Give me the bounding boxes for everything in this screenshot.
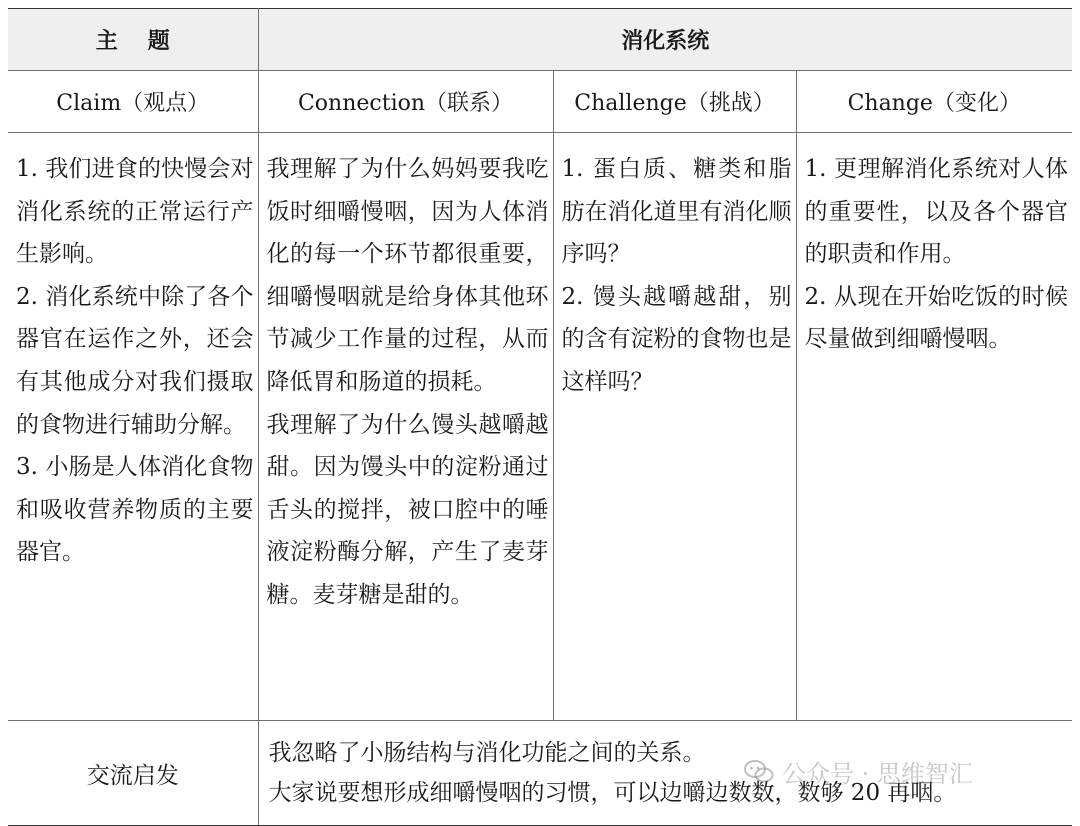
content-row [8,133,1072,721]
footer-line: 大家说要想形成细嚼慢咽的习惯，可以边嚼边数数，数够 20 再咽。 [268,780,957,806]
column-header-connection: Connection（联系） [258,71,553,133]
connection-item: 我理解了为什么馒头越嚼越甜。因为馒头中的淀粉通过舌头的搅拌，被口腔中的唾液淀粉酶分解，产生了麦芽糖。麦芽糖是甜的。 [266,411,549,608]
challenge-cell [553,133,796,721]
footer-label: 交流启发 [8,721,258,826]
footer-line: 我忽略了小肠结构与消化功能之间的关系。 [268,740,706,766]
claim-item: 3. 小肠是人体消化食物和吸收营养物质的主要器官。 [16,454,254,566]
footer-content [258,721,1072,826]
challenge-item: 1. 蛋白质、糖类和脂肪在消化道里有消化顺序吗？ [561,156,792,268]
column-header-change: Change（变化） [796,71,1072,133]
topic-row [8,9,1072,71]
topic-value: 消化系统 [258,9,1072,71]
connection-cell [258,133,553,721]
claim-cell [8,133,258,721]
column-header-row [8,71,1072,133]
challenge-item: 2. 馒头越嚼越甜，别的含有淀粉的食物也是这样吗？ [561,283,792,395]
change-item: 1. 更理解消化系统对人体的重要性，以及各个器官的职责和作用。 [804,156,1069,268]
change-cell [796,133,1072,721]
connection-item: 我理解了为什么妈妈要我吃饭时细嚼慢咽，因为人体消化的每一个环节都很重要，细嚼慢咽就是给身体其他环节减少工作量的过程，从而降低胃和肠道的损耗。 [266,156,549,395]
footer-row [8,721,1072,826]
claim-item: 2. 消化系统中除了各个器官在运作之外，还会有其他成分对我们摄取的食物进行辅助分解。 [16,283,254,438]
column-header-claim: Claim（观点） [8,71,258,133]
column-header-challenge: Challenge（挑战） [553,71,796,133]
claim-item: 1. 我们进食的快慢会对消化系统的正常运行产生影响。 [16,156,254,268]
watermark-label: 公众号 · 思维智汇 [782,760,973,788]
change-item: 2. 从现在开始吃饭的时候尽量做到细嚼慢咽。 [804,283,1069,353]
reflection-table [8,8,1072,826]
topic-label: 主题 [8,9,258,71]
